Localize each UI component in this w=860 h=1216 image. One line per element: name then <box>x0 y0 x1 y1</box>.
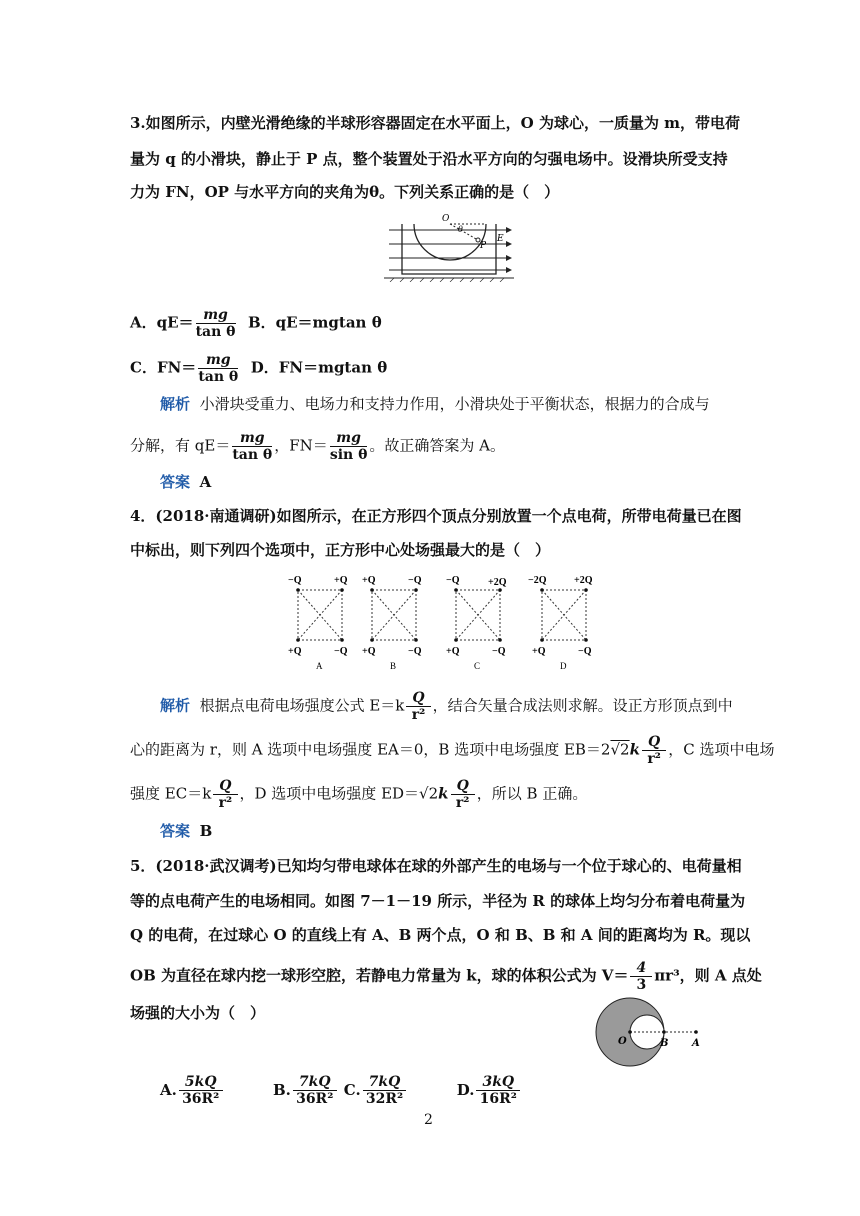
q5-line3: Q 的电荷，在过球心 O 的直线上有 A、B 两个点，O 和 B、B 和 A 间的距离均为 R。现以 <box>130 926 751 944</box>
q5-optC: C. $\frac{7kQ}{\text{32R²}}$ <box>344 1081 409 1099</box>
svg-text:−Q: −Q <box>578 646 592 657</box>
svg-text:+2Q: +2Q <box>488 577 507 588</box>
q3-analysis-tag: 解析 <box>160 395 191 413</box>
label-B: B <box>660 1038 669 1049</box>
svg-text:+Q: +Q <box>446 646 460 657</box>
q4-squares-diagram <box>286 570 606 674</box>
q5-optB: B. $\frac{7kQ}{\text{36R²}}$ <box>273 1081 339 1099</box>
q4-line1: 4．(2018·南通调研)如图所示，在正方形四个顶点分别放置一个点电荷，所带电荷量已在图 <box>130 507 742 525</box>
q5-optA: A. $\frac{5kQ}{\text{36R²}}$ <box>160 1081 225 1099</box>
q4-analysis-line3: 强度 EC＝k $\frac{Q}{\text{r²}}$ ，D 选项中电场强度 ED＝√2k $\frac{Q}{\text{r²}}$ ，所以 B 正确。 <box>130 778 588 811</box>
q3-line2: 量为 q 的小滑块，静止于 P 点，整个装置处于沿水平方向的匀强电场中。设滑块所受支持 <box>130 150 728 168</box>
svg-text:−2Q: −2Q <box>528 575 547 586</box>
q3-optD: D．FN＝mgtan θ <box>250 358 388 377</box>
svg-text:−Q: −Q <box>288 575 302 586</box>
q5-line4: OB 为直径在球内挖一球形空腔，若静电力常量为 k，球的体积公式为 V＝ $\frac{4}{3}$ πr³，则 A 点处 <box>130 960 762 993</box>
square-C <box>446 575 507 671</box>
q5-line5: 场强的大小为（ ） <box>130 1004 266 1022</box>
svg-text:−Q: −Q <box>408 575 422 586</box>
q3-line1: 3.如图所示，内壁光滑绝缘的半球形容器固定在水平面上，O 为球心，一质量为 m，带电荷 <box>130 114 741 132</box>
svg-text:−Q: −Q <box>492 646 506 657</box>
q4-analysis-line2: 心的距离为 r，则 A 选项中电场强度 EA＝0，B 选项中电场强度 EB＝2√2k $\frac{Q}{\text{r²}}$ ，C 选项中电场 <box>130 734 775 767</box>
q3-analysis-line1: 解析 小滑块受重力、电场力和支持力作用，小滑块处于平衡状态，根据力的合成与 <box>160 395 710 413</box>
q4-analysis-line1: 解析 根据点电荷电场强度公式 E＝k $\frac{Q}{\text{r²}}$ ，结合矢量合成法则求解。设正方形顶点到中 <box>160 690 733 723</box>
label-P: P <box>480 241 487 251</box>
svg-text:+2Q: +2Q <box>574 575 593 586</box>
svg-text:+Q: +Q <box>334 575 348 586</box>
label-E: E <box>497 234 504 244</box>
q3-optC-frac: $\frac{mg}{\text{tan θ}}$ <box>198 352 239 385</box>
label-A: A <box>692 1038 700 1049</box>
page-number: 2 <box>424 1112 433 1128</box>
q3-options-cd <box>130 352 387 385</box>
q5-sphere-diagram <box>592 994 712 1074</box>
q3-answer: 答案 A <box>160 473 212 491</box>
svg-text:−Q: −Q <box>408 646 422 657</box>
q5-line2: 等的点电荷产生的电场相同。如图 7－1－19 所示，半径为 R 的球体上均匀分布着电荷量为 <box>130 892 746 910</box>
q3-hemisphere-diagram <box>384 212 514 282</box>
svg-text:A: A <box>316 661 323 671</box>
svg-text:+Q: +Q <box>362 575 376 586</box>
svg-text:−Q: −Q <box>334 646 348 657</box>
q3-optA-label: A．qE＝ <box>130 313 194 332</box>
q4-line2: 中标出，则下列四个选项中，正方形中心处场强最大的是（ ） <box>130 541 551 559</box>
q3-line3: 力为 FN，OP 与水平方向的夹角为θ。下列关系正确的是（ ） <box>130 183 560 201</box>
q5-line1: 5．(2018·武汉调考)已知均匀带电球体在球的外部产生的电场与一个位于球心的、电荷量相 <box>130 857 742 875</box>
svg-text:+Q: +Q <box>288 646 302 657</box>
q4-answer: 答案 B <box>160 822 213 840</box>
label-O: O <box>618 1036 627 1047</box>
label-theta: θ <box>458 225 463 234</box>
q3-analysis-line2: 分解，有 qE＝ $\frac{mg}{\text{tan θ}}$ ，FN＝ $\frac{mg}{\text{sin θ}}$ 。故正确答案为 A。 <box>130 430 506 463</box>
svg-text:D: D <box>560 661 567 671</box>
svg-text:+Q: +Q <box>362 646 376 657</box>
svg-text:+Q: +Q <box>532 646 546 657</box>
square-D <box>528 575 593 671</box>
square-A <box>288 575 348 671</box>
q3-optC-label: C．FN＝ <box>130 358 197 377</box>
q5-options <box>160 1074 522 1107</box>
q3-optA-frac: $\frac{mg}{\text{tan θ}}$ <box>195 307 236 340</box>
q5-optD: D. $\frac{3kQ}{\text{16R²}}$ <box>457 1081 522 1099</box>
label-O: O <box>442 214 450 224</box>
q3-options-ab <box>130 307 382 340</box>
svg-text:C: C <box>474 661 481 671</box>
svg-text:−Q: −Q <box>446 575 460 586</box>
svg-text:B: B <box>390 661 397 671</box>
square-B <box>362 575 422 671</box>
q3-optB: B．qE＝mgtan θ <box>247 313 382 332</box>
